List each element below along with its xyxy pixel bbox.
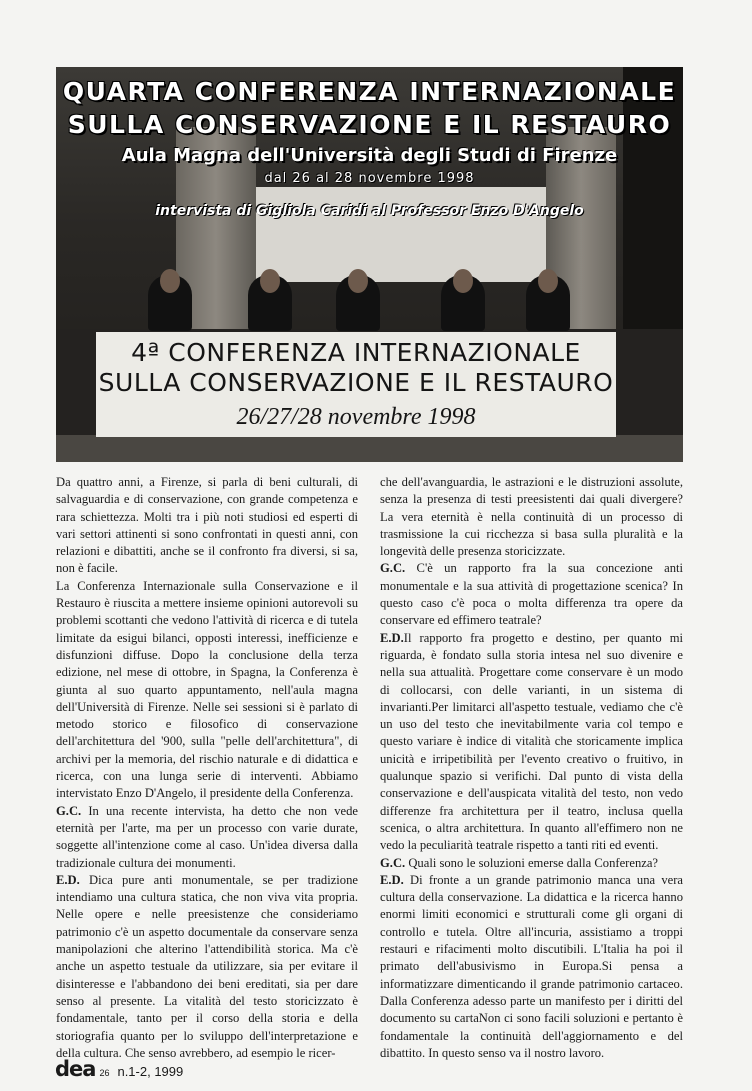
projection-screen xyxy=(256,187,546,282)
speaker-initials: G.C. xyxy=(380,855,406,870)
headline-line2: SULLA CONSERVAZIONE E IL RESTAURO xyxy=(67,110,672,139)
paragraph: E.D.Il rapporto fra progetto e destino, per quanto mi riguarda, è fondato sulla storia intesa nel suo divenire e nella sua attualità. Progettare come conservare è un modo di collocarsi, con delle varianti, in un sistema di invarianti.Per limitarci all'aspetto testuale, vediamo che c'è un uso del testo che inevitabilmente varia col tempo e questo variare è indice di vitalità che storicamente implica unicità e irripetibilità per l'evento creativo o fruitivo, in qualunque spazio si verifichi. Dal punto di vista della conservazione e dell'auspicata vitalità del testo, non vedo differenze fra architettura per il teatro, inclusa quella scenica, o altra architettura. In quanto all'effimero non ne vedo la peculiarità teatrale rispetto a tanti riti ed eventi. xyxy=(380,630,683,853)
paragraph: G.C. C'è un rapporto fra la sua concezione anti monumentale e la sua attività di progettazione scenica? In questo caso c'è poca o molta differenza tra opere da conservare ed effimero teatrale? xyxy=(380,561,683,628)
conference-banner xyxy=(96,332,616,437)
panelist xyxy=(526,275,570,331)
article-column-left xyxy=(56,474,358,1062)
byline: intervista di Gigliola Caridi al Professor Enzo D'Angelo xyxy=(155,203,584,219)
conference-photo xyxy=(56,67,683,462)
speaker-initials: E.D. xyxy=(56,872,80,887)
speaker-initials: E.D. xyxy=(380,872,404,887)
paragraph: G.C. In una recente intervista, ha detto che non vede eternità per l'arte, ma per un processo con varie durate, soggette all'intenzione come al caso. Un'idea diversa dalla tradizionale cultura dei monumenti. xyxy=(56,803,358,870)
issue-label: n.1-2, 1999 xyxy=(117,1064,184,1079)
panelist xyxy=(336,275,380,331)
floor xyxy=(56,435,683,462)
paragraph: Da quattro anni, a Firenze, si parla di beni culturali, di salvaguardia e di conservazione, con grande competenza e rara schiettezza. Molti tra i più noti studiosi ed esperti di vari settori attinenti si sono confrontati in questi anni, con relazioni e dibattiti, anche se il confronto fra diversi, si sa, non è facile. xyxy=(56,475,358,576)
headline-line1: QUARTA CONFERENZA INTERNAZIONALE xyxy=(62,77,677,106)
speaker-initials: G.C. xyxy=(380,561,406,576)
paragraph: E.D. Dica pure anti monumentale, se per tradizione intendiamo una cultura statica, che non viva vita propria. Nelle opere e nelle preesistenze che consideriamo patrimonio c'è un aspetto documentale da conservare senza manipolazioni che alterino l'attendibilità storica. Ma c'è anche un aspetto testuale da utilizzare, sia per evitare il disinteresse e l'abbandono dei beni ereditati, sia per dare senso al presente. La vitalità del testo storicizzato è fondamentale, tanto per il corso della storia e della storiografia quanto per lo sviluppo dell'interpretazione e della cultura. Che senso avrebbero, ad esempio le ricer- xyxy=(56,872,358,1060)
banner-line1: 4ª CONFERENZA INTERNAZIONALE xyxy=(131,338,581,367)
venue-subtitle: Aula Magna dell'Università degli Studi di Firenze xyxy=(121,145,618,166)
banner-dates: 26/27/28 novembre 1998 xyxy=(236,404,476,430)
panelist xyxy=(248,275,292,331)
page-number: 26 xyxy=(99,1068,110,1078)
panelist xyxy=(148,275,192,331)
paragraph: G.C. Quali sono le soluzioni emerse dalla Conferenza? xyxy=(380,855,659,870)
paragraph: che dell'avanguardia, le astrazioni e le distruzioni assolute, senza la presenza di testi preesistenti dai quali divergere? La vera eternità è nella continuità di un processo di trasmissione la cui ricchezza si basa sulla pluralità e la longevità delle presenza storicizzate. xyxy=(380,475,683,559)
speaker-initials: G.C. xyxy=(56,803,82,818)
magazine-logo: dea xyxy=(55,1057,96,1081)
banner-line2: SULLA CONSERVAZIONE E IL RESTAURO xyxy=(98,368,614,397)
event-dates: dal 26 al 28 novembre 1998 xyxy=(264,171,475,186)
article-column-right xyxy=(380,474,683,1062)
panelist xyxy=(441,275,485,331)
page-footer xyxy=(55,1057,183,1079)
speaker-initials: E.D. xyxy=(380,630,404,645)
paragraph: E.D. Di fronte a un grande patrimonio manca una vera cultura della conservazione. La didattica e la ricerca hanno enormi limiti economici e strutturali come gli organi di controllo e tutela. Oltre all'incuria, assistiamo a troppi restauri e rifacimenti molto discutibili. L'Italia ha poi il primato dell'abusivismo in Europa.Si pensa a informatizzare dimenticando il grande patrimonio cartaceo. Dalla Conferenza adesso parte un manifesto per i diritti del documento su cartaNon ci sono facili soluzioni e pertanto è fondamentale la continuità dell'aggiornamento e del dibattito. In questo senso va il nostro lavoro. xyxy=(380,872,683,1060)
paragraph: La Conferenza Internazionale sulla Conservazione e il Restauro è riuscita a mettere insieme opinioni autorevoli su problemi scottanti che vedono l'attività di ricerca e di tutela limitate da esigui bilanci, opposti interessi, inefficienze e disfunzioni diffuse. Dopo la conclusione della terza edizione, nel mese di ottobre, in Spagna, la Conferenza è giunta al suo quarto appuntamento, nell'aula magna dell'Università di Firenze. Nelle sei sessioni si è parlato di metodo storico e filosofico di conservazione dell'architettura del '900, sulla "pelle dell'architettura", di archivi per la memoria, del rischio naturale e di didattica e ricerca, con una lunga serie di interventi. Abbiamo intervistato Enzo D'Angelo, il presidente della Conferenza. xyxy=(56,578,358,801)
